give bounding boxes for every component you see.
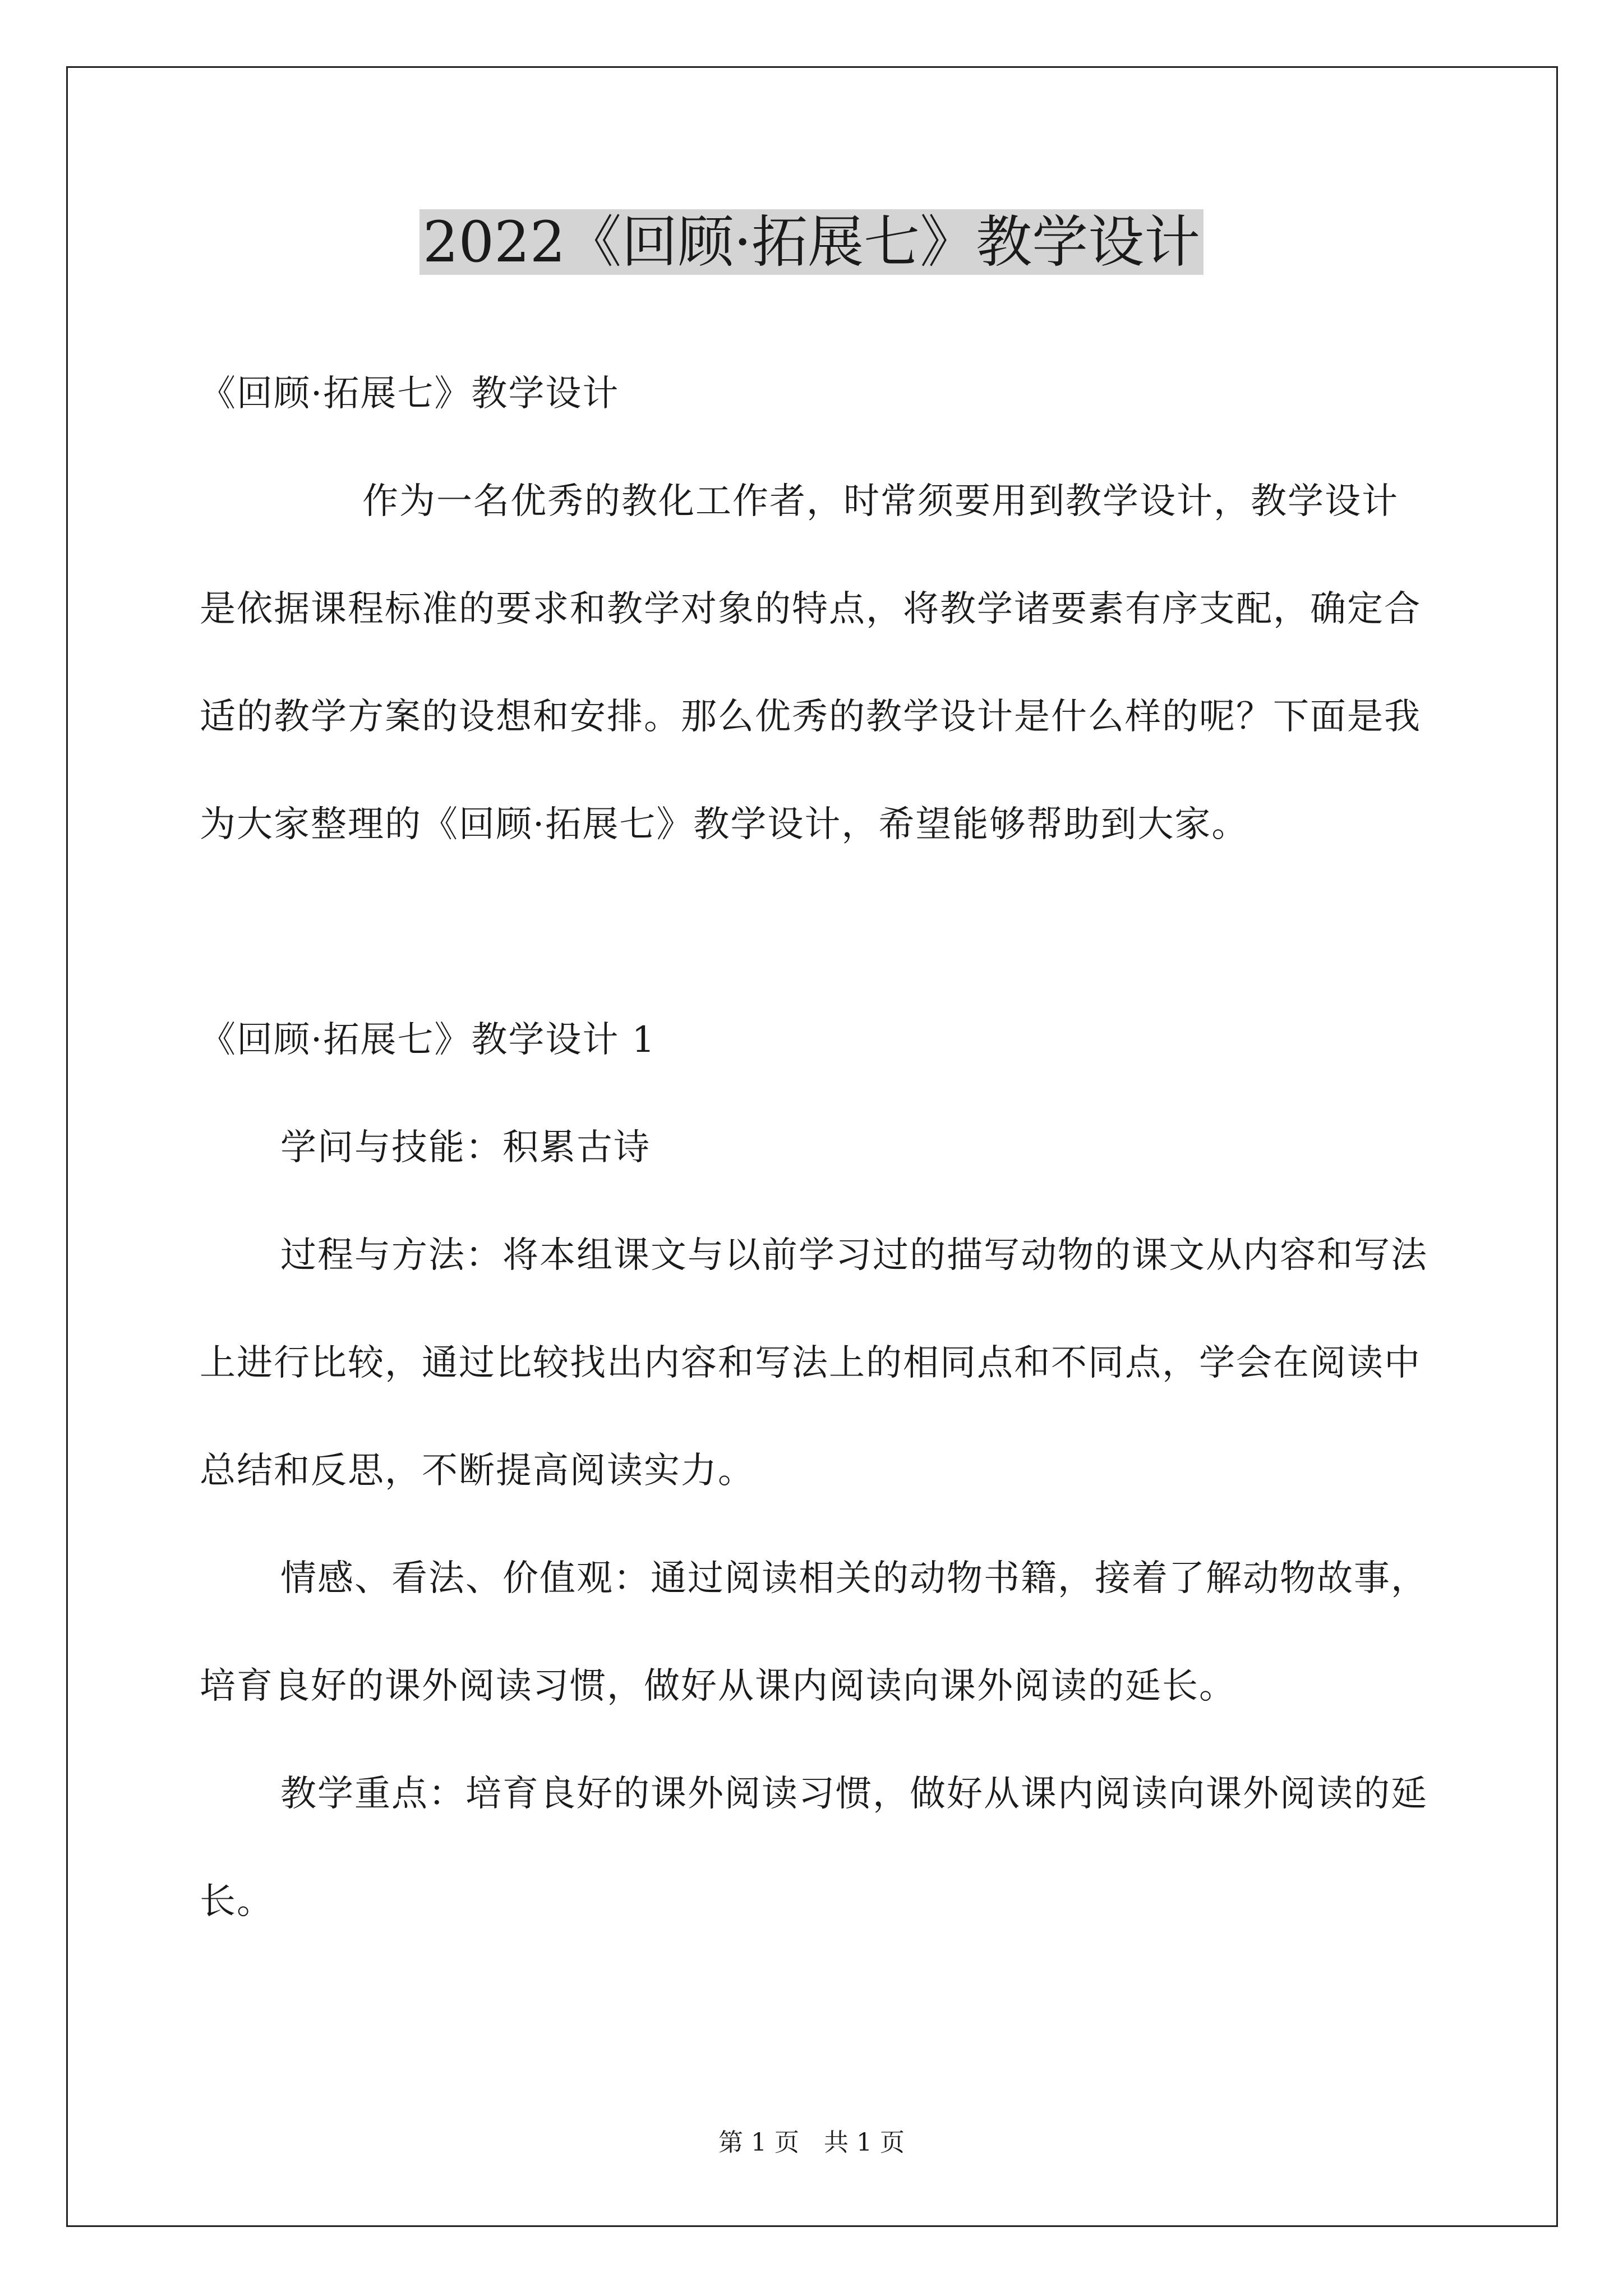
document-subtitle: 《回顾·拓展七》教学设计: [200, 373, 620, 415]
intro-paragraph: 作为一名优秀的教化工作者，时常须要用到教学设计，教学设计是依据课程标准的要求和教学对象的特点，将教学诸要素有序支配，确定合适的教学方案的设想和安排。那么优秀的教学设计是什么样的呢？下面是我为大家整理的《回顾·拓展七》教学设计，希望能够帮助到大家。: [200, 481, 1421, 845]
page-number: 第 1 页: [718, 2128, 799, 2157]
page-total: 共 1 页: [824, 2128, 905, 2157]
paragraph-gap: [200, 878, 1429, 986]
section-heading: 《回顾·拓展七》教学设计 1: [200, 1019, 656, 1061]
document-title-text: 2022《回顾·拓展七》教学设计: [419, 209, 1204, 275]
page-footer: [0, 2126, 1623, 2160]
document-title: [0, 203, 1623, 282]
document-body: [200, 340, 1429, 1955]
teaching-focus: 教学重点：培育良好的课外阅读习惯，做好从课内阅读向课外阅读的延长。: [200, 1773, 1428, 1922]
objective-knowledge: 学问与技能：积累古诗: [280, 1127, 651, 1168]
objective-process: 过程与方法：将本组课文与以前学习过的描写动物的课文从内容和写法上进行比较，通过比较找出内容和写法上的相同点和不同点，学会在阅读中总结和反思，不断提高阅读实力。: [200, 1235, 1428, 1492]
objective-emotion: 情感、看法、价值观：通过阅读相关的动物书籍，接着了解动物故事，培育良好的课外阅读习惯，做好从课内阅读向课外阅读的延长。: [200, 1558, 1428, 1707]
